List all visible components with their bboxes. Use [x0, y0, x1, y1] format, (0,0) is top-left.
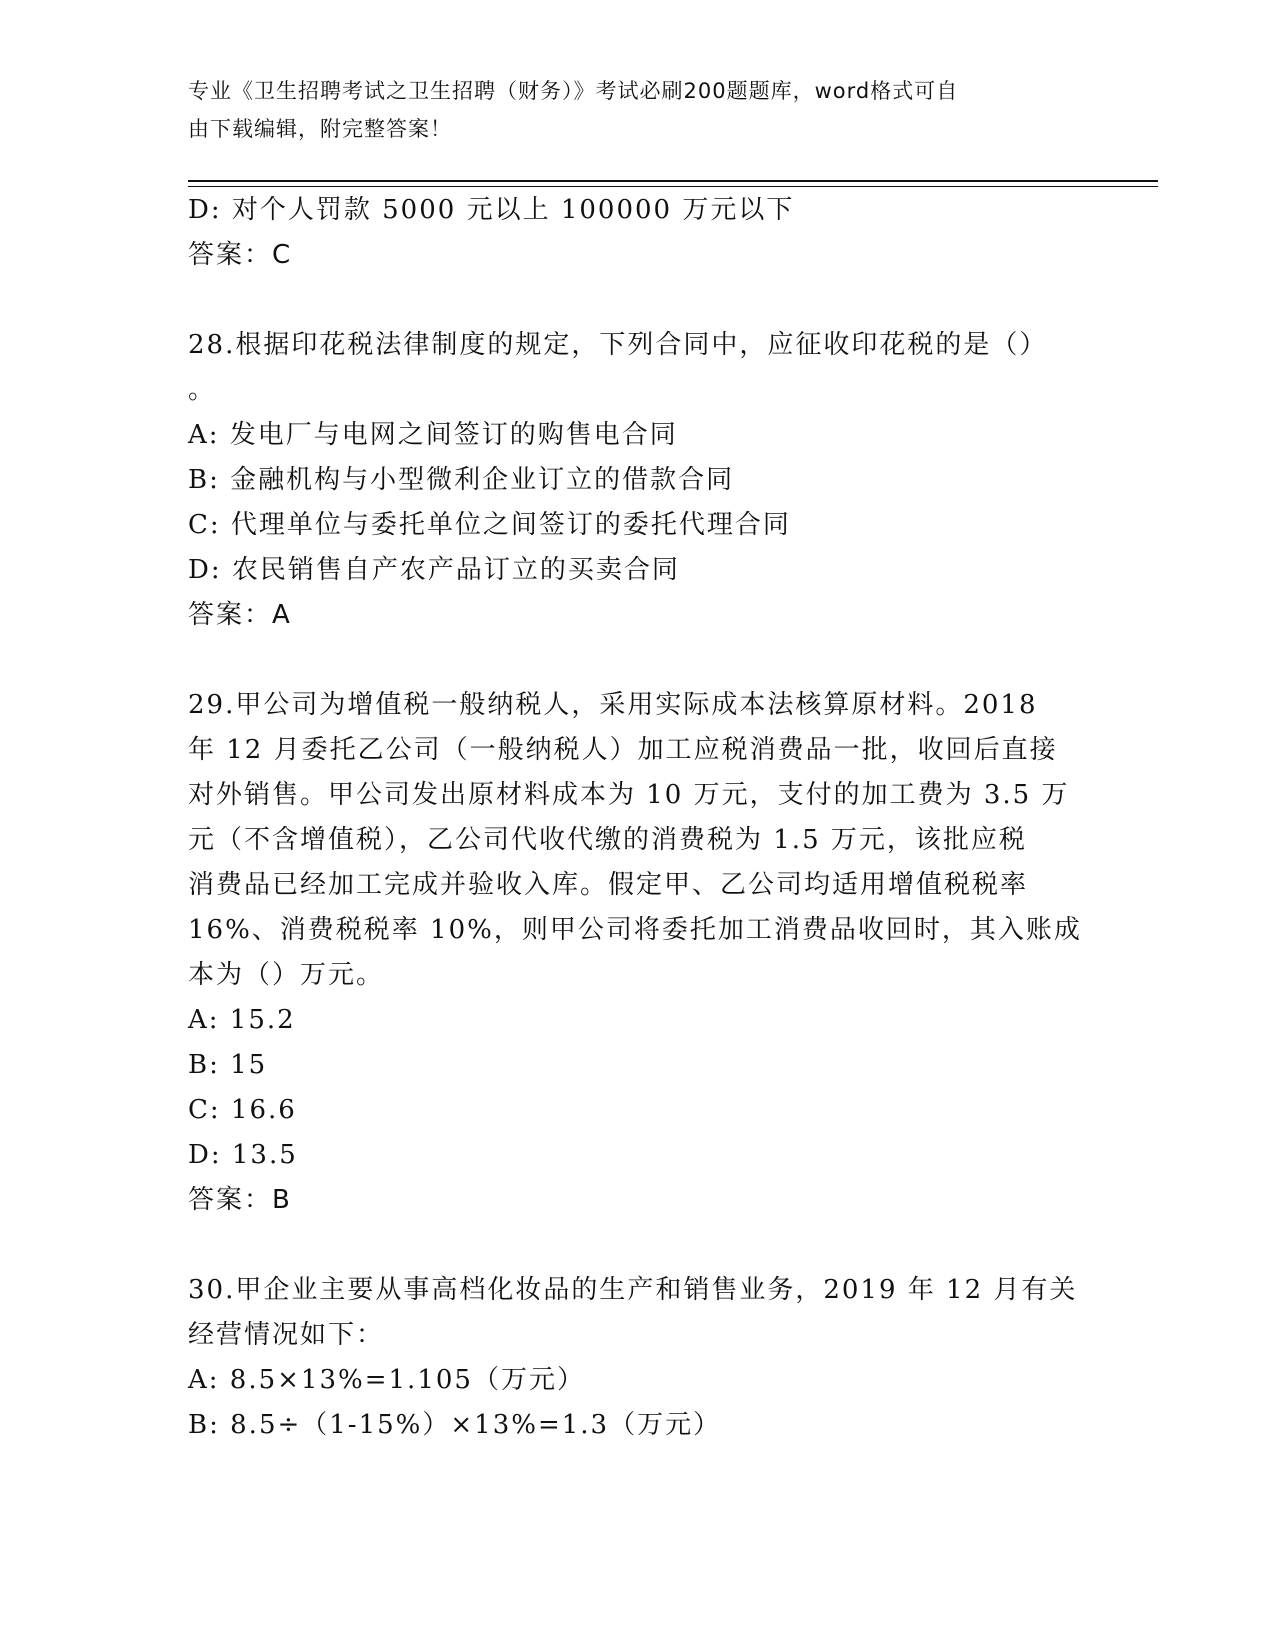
option-a: A: 8.5×13%=1.105（万元） [188, 1365, 585, 1395]
answer-line: 答案：C [188, 240, 293, 270]
option-d: D: 农民销售自产农产品订立的买卖合同 [188, 555, 680, 585]
option-a: A: 发电厂与电网之间签订的购售电合同 [188, 420, 678, 450]
option-d: D: 对个人罚款 5000 元以上 100000 万元以下 [188, 195, 795, 225]
question-stem-continued: 。 [188, 375, 217, 405]
question-content [188, 188, 1088, 1448]
header-line-2: 由下载编辑，附完整答案！ [188, 117, 452, 141]
option-c: C: 16.6 [188, 1095, 297, 1125]
option-d: D: 13.5 [188, 1140, 298, 1170]
answer-line: 答案：A [188, 600, 292, 630]
option-b: B: 金融机构与小型微利企业订立的借款合同 [188, 465, 735, 495]
spacer [188, 638, 1088, 683]
question-29 [188, 683, 1088, 1223]
question-stem-line: 30.甲企业主要从事高档化妆品的生产和销售业务，2019 年 12 月有关 [188, 1275, 1078, 1305]
question-stem-line: 对外销售。甲公司发出原材料成本为 10 万元，支付的加工费为 3.5 万 [188, 780, 1070, 810]
question-stem-line: 经营情况如下： [188, 1320, 385, 1350]
header-line-1: 专业《卫生招聘考试之卫生招聘（财务）》考试必刷200题题库，word格式可自 [188, 79, 959, 103]
question-stem-line: 29.甲公司为增值税一般纳税人，采用实际成本法核算原材料。2018 [188, 690, 1038, 720]
spacer [188, 1223, 1088, 1268]
spacer [188, 278, 1088, 323]
question-stem-line: 元（不含增值税），乙公司代收代缴的消费税为 1.5 万元，该批应税 [188, 825, 1027, 855]
answer-line: 答案：B [188, 1185, 292, 1215]
header-divider-thin [188, 186, 1158, 187]
option-b: B: 8.5÷（1-15%）×13%=1.3（万元） [188, 1410, 722, 1440]
question-stem-line: 本为（）万元。 [188, 960, 385, 990]
option-c: C: 代理单位与委托单位之间签订的委托代理合同 [188, 510, 791, 540]
previous-question-tail [188, 188, 1088, 278]
header-divider-thick [188, 180, 1158, 182]
page-header [188, 72, 1068, 148]
question-stem: 28.根据印花税法律制度的规定，下列合同中，应征收印花税的是（） [188, 330, 1048, 360]
option-a: A: 15.2 [188, 1005, 296, 1035]
question-30 [188, 1268, 1088, 1448]
option-b: B: 15 [188, 1050, 268, 1080]
question-stem-line: 16%、消费税税率 10%，则甲公司将委托加工消费品收回时，其入账成 [188, 915, 1082, 945]
question-stem-line: 年 12 月委托乙公司（一般纳税人）加工应税消费品一批，收回后直接 [188, 735, 1058, 765]
question-28 [188, 323, 1088, 638]
question-stem-line: 消费品已经加工完成并验收入库。假定甲、乙公司均适用增值税税率 [188, 870, 1029, 900]
